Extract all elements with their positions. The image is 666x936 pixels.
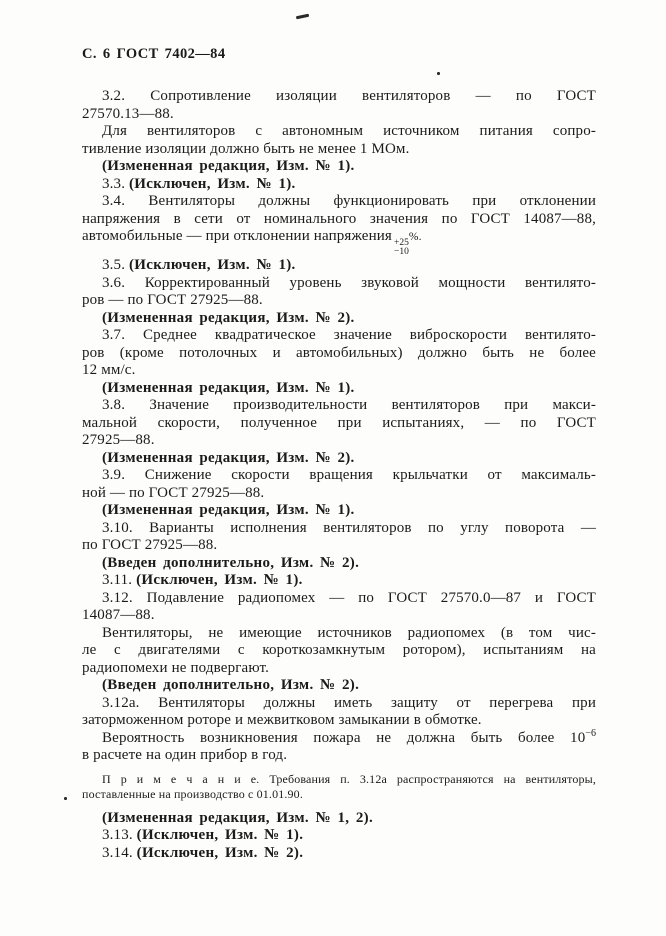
- text-segment: 3.12а. Вентиляторы должны иметь защиту от перегрева при: [102, 694, 596, 711]
- text-segment: %.: [408, 231, 422, 243]
- text-segment: по ГОСТ 27925—88.: [82, 537, 218, 553]
- text-segment: автомобильные — при отклонении напряжения: [82, 228, 392, 244]
- text-line: [82, 677, 596, 695]
- text-segment: 3.7. Среднее квадратическое значение виброскорости вентилято-: [102, 327, 596, 343]
- text-line: [82, 275, 596, 293]
- bold-text: (Введен дополнительно, Изм. № 2).: [102, 554, 360, 571]
- text-line: [82, 141, 596, 159]
- text-segment: тивление изоляции должно быть не менее 1 МОм.: [82, 140, 410, 157]
- text-line: [82, 607, 596, 625]
- bold-text: (Измененная редакция, Изм. № 1).: [102, 379, 355, 396]
- text-line: [82, 106, 596, 124]
- percent-fraction: +25 −10: [393, 238, 409, 257]
- text-segment: заторможенном роторе и межвитковом замыкании в обмотке.: [82, 712, 482, 728]
- text-segment: 14087—88.: [82, 607, 155, 623]
- text-line: [82, 660, 596, 678]
- bold-text: (Измененная редакция, Изм. № 1, 2).: [102, 809, 374, 826]
- text-segment: 3.11.: [102, 572, 137, 588]
- bold-text: (Исключен, Изм. № 1).: [129, 257, 296, 273]
- bold-text: (Исключен, Изм. № 1).: [129, 175, 296, 192]
- bold-text: (Измененная редакция, Изм. № 2).: [102, 309, 355, 326]
- text-line: [82, 747, 596, 765]
- bold-text: (Исключен, Изм. № 1).: [136, 572, 303, 588]
- text-segment: мальной скорости, полученное при испытаниях, — по ГОСТ: [82, 414, 596, 431]
- text-segment: напряжения в сети от номинального значения по ГОСТ 14087—88,: [82, 210, 596, 227]
- bold-text: (Исключен, Изм. № 2).: [136, 844, 304, 861]
- text-line: [82, 450, 596, 468]
- text-line: [82, 88, 596, 106]
- text-segment: ров — по ГОСТ 27925—88.: [82, 292, 263, 308]
- text-line: [82, 228, 596, 257]
- text-line: [82, 845, 596, 863]
- text-segment: 3.2. Сопротивление изоляции вентиляторов — по ГОСТ: [102, 88, 596, 104]
- text-segment: 3.12. Подавление радиопомех — по ГОСТ 27570.0—87 и ГОСТ: [102, 589, 596, 606]
- text-segment: 3.14.: [102, 844, 137, 861]
- bold-text: (Измененная редакция, Изм. № 1).: [102, 502, 355, 518]
- text-segment: поставленные на производство с 01.01.90.: [82, 787, 303, 801]
- text-line: [82, 772, 596, 788]
- text-segment: 27925—88.: [82, 432, 155, 448]
- text-segment: 3.3.: [102, 175, 129, 192]
- text-segment: 3.8. Значение производительности вентиляторов при макси-: [102, 397, 596, 413]
- text-line: [82, 537, 596, 555]
- text-line: [82, 727, 596, 748]
- text-line: [82, 345, 596, 363]
- document-body: [82, 88, 596, 862]
- text-line: [82, 397, 596, 415]
- superscript: −6: [585, 727, 596, 739]
- text-line: [82, 193, 596, 211]
- text-segment: ной — по ГОСТ 27925—88.: [82, 484, 265, 501]
- text-line: [82, 520, 596, 538]
- text-line: [82, 642, 596, 660]
- text-line: [82, 158, 596, 176]
- text-segment: 27570.13—88.: [82, 105, 174, 122]
- text-line: [82, 555, 596, 573]
- text-segment: ле с двигателями с короткозамкнутым ротором), испытаниям на: [82, 642, 596, 658]
- text-line: [82, 415, 596, 433]
- text-line: [82, 712, 596, 730]
- text-line: [82, 211, 596, 229]
- text-segment: 12 мм/с.: [82, 362, 136, 378]
- text-segment: 3.6. Корректированный уровень звуковой мощности вентилято-: [102, 274, 596, 291]
- text-line: [82, 176, 596, 194]
- scan-artifact-dot: [437, 72, 440, 75]
- bold-text: (Измененная редакция, Изм. № 2).: [102, 449, 355, 466]
- text-line: [82, 310, 596, 328]
- text-line: [82, 625, 596, 643]
- bold-text: (Исключен, Изм. № 1).: [136, 827, 304, 843]
- text-line: [82, 485, 596, 503]
- text-line: [82, 827, 596, 845]
- text-line: [82, 327, 596, 345]
- text-line: [82, 695, 596, 713]
- text-line: [82, 257, 596, 275]
- scan-artifact-dot: [64, 797, 67, 800]
- scan-artifact-dash: [296, 14, 309, 19]
- text-line: [82, 432, 596, 450]
- bold-text: (Измененная редакция, Изм. № 1).: [102, 158, 355, 174]
- text-segment: Вентиляторы, не имеющие источников радиопомех (в том чис-: [102, 624, 596, 641]
- text-line: [82, 123, 596, 141]
- text-line: [82, 572, 596, 590]
- text-segment: Вероятность возникновения пожара не должна быть более 10: [102, 729, 586, 746]
- text-line: [82, 810, 596, 828]
- text-segment: 3.4. Вентиляторы должны функционировать при отклонении: [102, 193, 596, 209]
- text-segment: радиопомехи не подвергают.: [82, 659, 269, 676]
- text-segment: 3.5.: [102, 257, 129, 273]
- bold-text: (Введен дополнительно, Изм. № 2).: [102, 677, 360, 693]
- text-segment: ров (кроме потолочных и автомобильных) должно быть не более: [82, 344, 596, 361]
- text-segment: в расчете на один прибор в год.: [82, 747, 288, 763]
- text-segment: 3.10. Варианты исполнения вентиляторов по углу поворота —: [102, 519, 596, 536]
- text-segment: 3.9. Снижение скорости вращения крыльчатки от максималь-: [102, 467, 596, 483]
- page-header: С. 6 ГОСТ 7402—84: [82, 46, 226, 62]
- text-line: [82, 502, 596, 520]
- text-segment: Для вентиляторов с автономным источником питания сопро-: [102, 123, 596, 139]
- text-segment: 3.13.: [102, 827, 137, 843]
- text-line: [82, 292, 596, 310]
- text-line: [82, 787, 596, 803]
- text-segment: П р и м е ч а н и е. Требования п. 3.12а распространяются на вентиляторы,: [102, 771, 596, 786]
- text-line: [82, 362, 596, 380]
- text-line: [82, 590, 596, 608]
- text-line: [82, 467, 596, 485]
- text-line: [82, 380, 596, 398]
